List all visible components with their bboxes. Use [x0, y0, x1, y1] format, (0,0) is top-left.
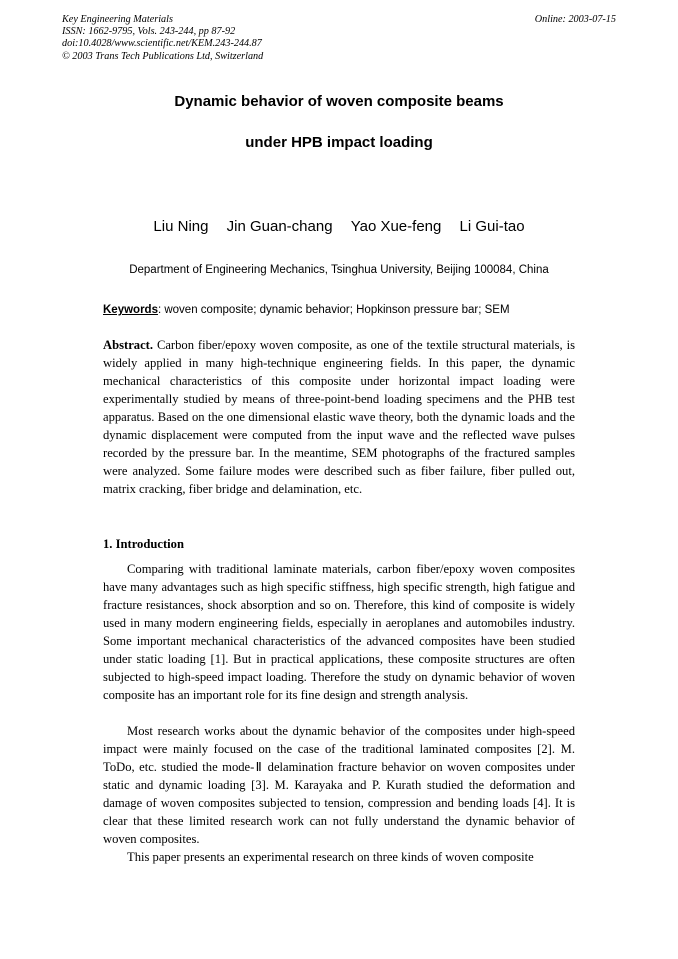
doi-line: doi:10.4028/www.scientific.net/KEM.243-244.87: [62, 38, 262, 50]
author-list: [0, 218, 678, 235]
abstract-paragraph: [103, 336, 575, 498]
abstract-label: Abstract.: [103, 338, 154, 352]
copyright-line: © 2003 Trans Tech Publications Ltd, Switzerland: [62, 50, 264, 62]
author-name: Li Gui-tao: [459, 218, 525, 235]
intro-paragraph-1: Comparing with traditional laminate materials, carbon fiber/epoxy woven composites have many advantages such as high specific stiffness, high specific strength, high fatigue and fracture resistances, shock absorption and so on. Therefore, this kind of composite is widely used in many modern engineering fields, especially in aeroplanes and automobiles industry. Some important mechanical characteristics of the advanced composites have been studied under static loading [1]. But in practical applications, these composite structures are often subjected to high-speed impact loading. Therefore the study on dynamic behavior of woven composite has an important role for its fine design and strength analysis.: [103, 562, 575, 703]
intro-paragraph-3: This paper presents an experimental research on three kinds of woven composite: [127, 850, 534, 864]
abstract-text: Carbon fiber/epoxy woven composite, as one of the textile structural materials, is widely applied in many high-technique engineering fields. In this paper, the dynamic mechanical characteristics of this composite under horizontal impact loading were experimentally studied by means of three-point-bend loading specimens and the PHB test apparatus. Based on the one dimensional elastic wave theory, both the dynamic loads and the dynamic displacement were computed from the input wave and the reflected wave pulses recorded by the pressure bar. In the meantime, SEM photographs of the fractured samples were analyzed. Some failure modes were described such as fiber failure, fiber pulled out, matrix cracking, fiber bridge and delamination, etc.: [103, 338, 575, 497]
intro-paragraph-2: Most research works about the dynamic behavior of the composites under high-speed impact were mainly focused on the case of the traditional laminated composites [2]. M. ToDo, etc. studied the mode-Ⅱ delamination fracture behavior on woven composites under static and dynamic loading [3]. M. Karayaka and P. Kurath studied the deformation and damage of woven composites subjected to tension, compression and bending loads [4]. It is clear that these limited research work can not fully understand the dynamic behavior of woven composites.: [103, 724, 575, 847]
keywords-text: : woven composite; dynamic behavior; Hopkinson pressure bar; SEM: [157, 304, 510, 316]
keywords-label: Keywords: [103, 304, 158, 316]
affiliation: Department of Engineering Mechanics, Tsinghua University, Beijing 100084, China: [129, 264, 549, 276]
author-name: Yao Xue-feng: [350, 218, 442, 235]
issn-line: ISSN: 1662-9795, Vols. 243-244, pp 87-92: [62, 26, 236, 38]
journal-header: [62, 14, 616, 63]
paper-title-line-1: Dynamic behavior of woven composite beams: [174, 93, 504, 110]
keywords-line: [103, 304, 583, 316]
section-heading-introduction: 1. Introduction: [103, 537, 184, 551]
paper-title-line-2: under HPB impact loading: [245, 134, 433, 151]
online-date: Online: 2003-07-15: [534, 14, 616, 25]
author-name: Liu Ning: [153, 218, 209, 235]
journal-name: Key Engineering Materials: [62, 14, 173, 25]
author-name: Jin Guan-chang: [226, 218, 333, 235]
